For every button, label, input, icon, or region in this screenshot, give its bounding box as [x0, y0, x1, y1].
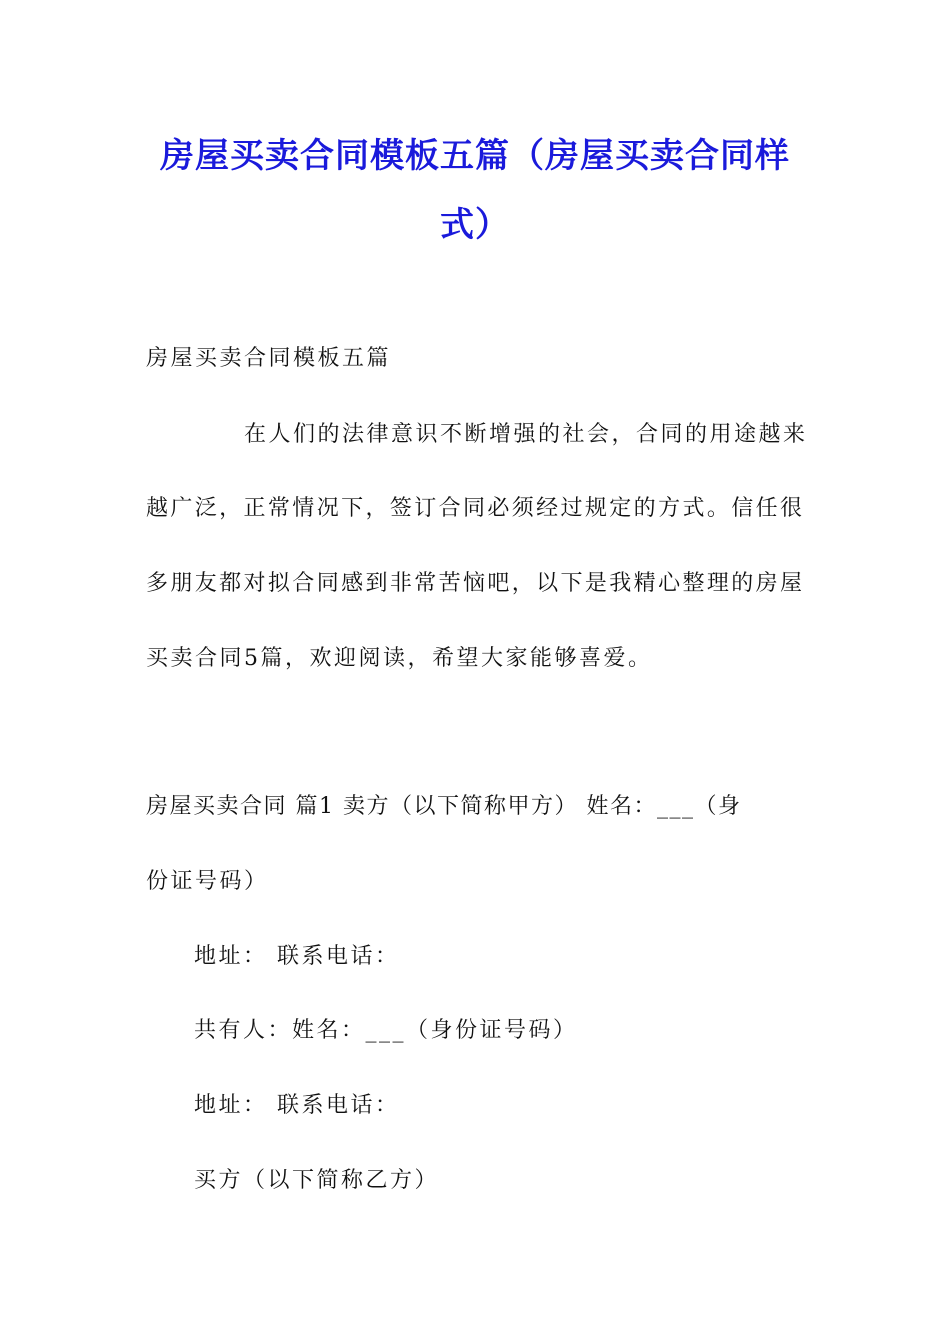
document-title-line-1: 房屋买卖合同模板五篇（房屋买卖合同样: [160, 136, 790, 176]
contract-heading-line-2: 份证号码）: [146, 869, 269, 894]
contract-heading-line-1: 房屋买卖合同 篇1 卖方（以下简称甲方） 姓名：___（身: [146, 794, 742, 819]
seller-address-line: 地址： 联系电话：: [194, 944, 400, 969]
co-owner-address-line: 地址： 联系电话：: [194, 1093, 400, 1118]
document-title-line-2: 式）: [440, 205, 510, 245]
intro-paragraph-line-1: 在人们的法律意识不断增强的社会，合同的用途越来: [244, 422, 808, 447]
intro-paragraph-line-2: 越广泛，正常情况下，签订合同必须经过规定的方式。信任很: [146, 496, 802, 521]
intro-paragraph-line-3: 多朋友都对拟合同感到非常苦恼吧，以下是我精心整理的房屋: [146, 571, 802, 596]
buyer-line: 买方（以下简称乙方）: [194, 1168, 440, 1193]
section-subtitle: 房屋买卖合同模板五篇: [146, 346, 392, 371]
intro-paragraph-line-4: 买卖合同5篇，欢迎阅读，希望大家能够喜爱。: [146, 646, 653, 671]
co-owner-line: 共有人：姓名：___（身份证号码）: [194, 1018, 578, 1043]
